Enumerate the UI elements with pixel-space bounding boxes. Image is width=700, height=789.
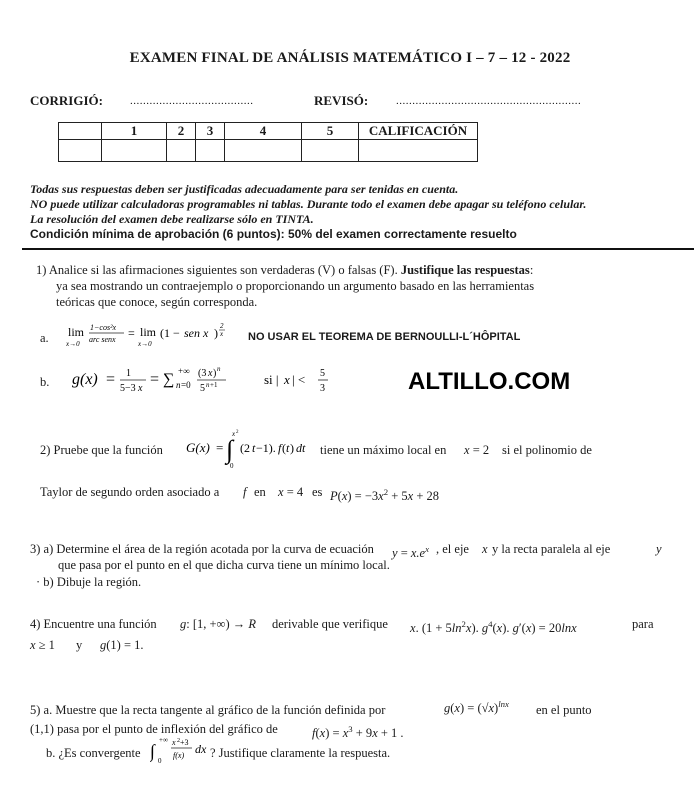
q5b-label: b. ¿Es convergente [46,746,141,760]
svg-text:si |: si | [264,372,279,387]
q2-integral [186,428,322,475]
instruction-line-3: La resolución del examen debe realizarse sólo en TINTA. [30,212,314,226]
svg-text:+∞: +∞ [178,366,190,376]
q3-y-axis: y [656,542,662,556]
svg-text:g(x): g(x) [72,371,98,388]
svg-text:t: t [252,441,256,455]
corrigio-line: ...................................... [130,95,254,107]
exam-title: EXAMEN FINAL DE ANÁLISIS MATEMÁTICO I – 7 – 12 - 2022 [129,50,571,66]
svg-text:(2: (2 [240,441,250,455]
grade-header-4: 4 [225,123,302,140]
q4-condition: x ≥ 1 [30,638,55,652]
instruction-line-4: Condición mínima de aprobación (6 puntos): 50% del examen correctamente resuelto [30,227,517,241]
q5-g-def: $g(x) = (√x)^{lnx}$ [444,699,509,716]
svg-text:x: x [208,368,213,379]
svg-text:f(x): f(x) [173,751,185,760]
svg-text:n: n [176,380,181,390]
svg-text:+1: +1 [210,381,218,389]
grade-header-1: 1 [102,123,167,140]
grade-cell-4[interactable] [225,140,302,162]
svg-text:| <: | < [292,372,306,387]
svg-text:= ∑: = ∑ [150,371,175,388]
improper-integral-svg [150,733,210,769]
integral-formula-svg [186,428,322,470]
svg-text:x: x [172,738,176,747]
q2-line1-b: tiene un máximo local en [320,443,447,457]
grade-header-empty [59,123,102,140]
grade-cell-2[interactable] [167,140,196,162]
q3-line1-b: , el eje [436,542,469,556]
svg-text:5: 5 [320,368,325,379]
grade-cell-1[interactable] [102,140,167,162]
q5b-tail: ? Justifique claramente la respuesta. [210,746,391,760]
svg-text:∫: ∫ [226,435,234,464]
q2-line1-c: si el polinomio de [502,443,592,457]
svg-text:sen x: sen x [184,326,209,340]
watermark-logo: ALTILLO.COM [408,368,571,395]
q2-taylor-poly: $P(x) = -3x^2 + 5x + 28$ [330,487,440,504]
svg-text:3: 3 [320,383,325,394]
svg-text:t: t [286,441,290,455]
svg-text:dx: dx [195,742,207,756]
limit-formula-svg [66,320,236,350]
svg-text:lim: lim [140,325,157,339]
svg-text:0: 0 [158,757,162,765]
svg-text:+3: +3 [180,738,189,747]
q2-x-eq-2: x = 2 [464,443,490,457]
reviso-line: ......................................................... [396,95,582,107]
q1-intro-line-2: ya sea mostrando un contraejemplo o proporcionando un argumento basado en las herramientas [56,279,535,293]
q1-intro-line-3: teóricas que conoce, según corresponda. [56,295,258,309]
q4-line1-b: derivable que verifique [272,617,388,631]
svg-text:=: = [106,371,116,388]
q5b-integral [150,733,210,774]
svg-text:5−3: 5−3 [120,383,136,394]
svg-text:n: n [217,365,221,373]
q4-equation: x. $(1 + 5\ln^2x)$. $g^4(x)$. g′(x) = 20lnx [410,619,577,636]
svg-text:arc senx: arc senx [89,335,116,344]
q4-line1-c: para [632,617,654,631]
svg-text:f: f [278,441,282,455]
svg-text:=: = [128,326,135,340]
svg-text:): ) [213,368,217,379]
q1-intro-bold: Justifique las respuestas [400,263,530,277]
svg-text:5: 5 [200,383,205,394]
svg-text:1: 1 [126,368,131,379]
q2-x-eq-4: x = 4 [278,485,304,499]
svg-text:=0: =0 [181,380,191,390]
q1b-formula [72,362,342,403]
q1-intro-a: Analice si las afirmaciones siguientes son verdaderas (V) o falsas (F). [48,263,398,277]
q2-line2-a: Taylor de segundo orden asociado a [40,485,220,499]
grades-table [58,122,478,162]
svg-text:x→0: x→0 [66,340,80,348]
q3-line1-a: 3) a) Determine el área de la región acotada por la curva de ecuación [30,542,374,556]
q3-line3: · b) Dibuje la región. [36,575,142,589]
q5-line2-a: (1,1) pasa por el punto de inflexión del gráfico de [30,722,278,736]
svg-text:=: = [216,440,224,455]
svg-text:1−cos²x: 1−cos²x [90,323,117,332]
instructions [30,182,680,242]
svg-text:x: x [284,372,290,387]
grade-cell-5[interactable] [302,140,359,162]
instruction-line-1: Todas sus respuestas deben ser justificadas adecuadamente para ser tenidas en cuenta. [30,182,459,196]
q5-line1-a: 5) a. Muestre que la recta tangente al gráfico de la función definida por [30,703,386,717]
q3-x-axis: x [482,542,488,556]
q5-f-def: $f(x) = x^3 + 9x + 1$ . [312,724,404,741]
svg-text:G(x): G(x) [186,440,210,455]
svg-text:dt: dt [296,441,306,455]
q4-func-def: g: [1, +∞) → R [180,617,257,631]
svg-text:x: x [220,330,224,338]
svg-text:−1).: −1). [256,441,276,455]
svg-text:): ) [214,326,218,340]
grade-cell-calificacion[interactable] [359,140,478,162]
q4-line1-a: 4) Encuentre una función [30,617,157,631]
svg-text:x→0: x→0 [138,340,152,348]
reviso-label: REVISÓ: [314,93,369,108]
svg-text:2: 2 [236,430,239,435]
svg-text:(3: (3 [198,368,207,379]
series-formula-svg [72,362,342,398]
q3-line1-c: y la recta paralela al eje [492,542,611,556]
q1b-label: b. [40,375,50,389]
question-1-intro: 1) Analice si las afirmaciones siguientes son verdaderas (V) o falsas (F). Justifique las respuestas: [36,263,534,277]
svg-text:2: 2 [177,738,180,744]
grade-header-3: 3 [196,123,225,140]
section-divider [22,248,694,250]
svg-text:x: x [138,383,143,394]
q1a-label: a. [40,331,49,345]
q2-f-symbol: f [243,485,247,499]
svg-text:(1 −: (1 − [160,326,180,340]
q1-number: 1) [36,263,47,277]
q4-line2-y: y [76,638,83,652]
svg-text:2: 2 [220,322,224,330]
grade-header-2: 2 [167,123,196,140]
svg-text:(: ( [282,441,286,455]
svg-text:): ) [290,441,294,455]
svg-text:∫: ∫ [150,741,155,761]
q1a-formula [66,320,236,354]
svg-text:+∞: +∞ [159,736,168,744]
q2-line2-c: es [312,485,323,499]
q1a-note: NO USAR EL TEOREMA DE BERNOULLI-L´HÔPITAL [248,331,521,343]
q2-line1-a: 2) Pruebe que la función [40,443,163,457]
q3-line2: que pasa por el punto en el que dicha curva tiene un mínimo local. [58,558,390,572]
q3-curve-eq: $y = x.e^x$ [392,544,429,561]
svg-text:n: n [206,381,210,389]
grade-header-calificacion: CALIFICACIÓN [359,123,478,140]
svg-text:lim: lim [68,325,85,339]
q5-line1-b: en el punto [536,703,592,717]
q4-initial: g(1) = 1. [100,638,144,652]
corrigio-label: CORRIGIÓ: [30,93,103,108]
svg-text:0: 0 [230,462,234,470]
svg-text:x: x [232,430,236,438]
q2-line2-b: en [254,485,266,499]
q3-line3-text: b) Dibuje la región. [43,575,142,589]
grade-header-5: 5 [302,123,359,140]
grade-cell-3[interactable] [196,140,225,162]
grade-cell[interactable] [59,140,102,162]
instruction-line-2: NO puede utilizar calculadoras programables ni tablas. Durante todo el examen debe apagar su teléfono celular. [30,197,587,211]
